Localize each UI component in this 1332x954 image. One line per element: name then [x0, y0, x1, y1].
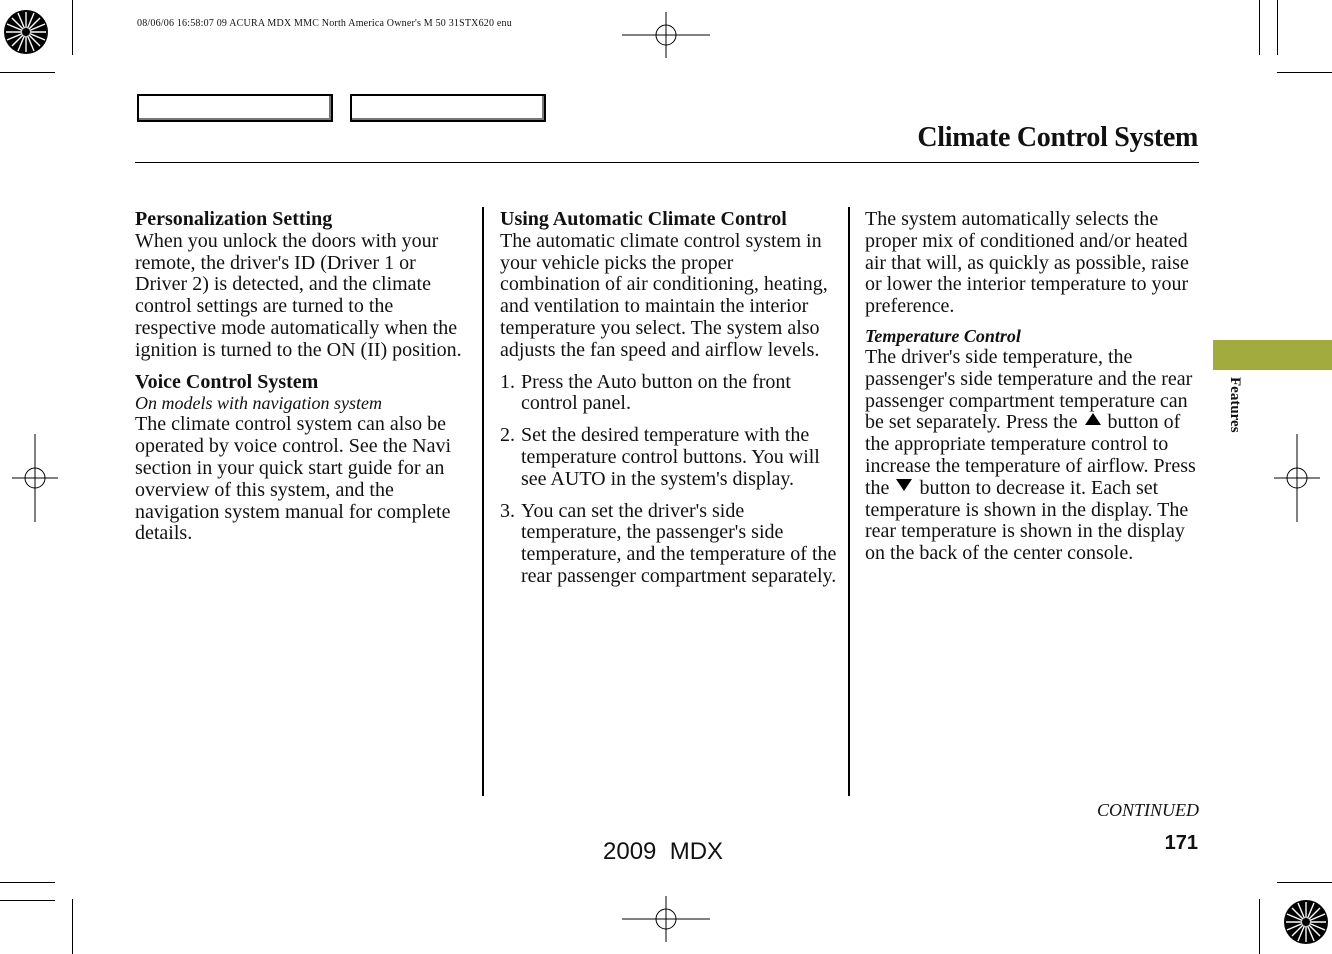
temperature-text-b: button of the appropriate temperature control to increase the temperature of airflow. Press the	[865, 411, 1196, 499]
crosshair-icon	[622, 896, 710, 942]
step-item	[500, 501, 838, 588]
registration-sunburst-icon	[1282, 898, 1330, 946]
voice-control-text: The climate control system can also be operated by voice control. See the Navi section in your quick start guide for an overview of this system, and the navigation system manual for complete details.	[135, 413, 451, 545]
registration-sunburst-icon	[2, 8, 50, 56]
step-number: 3.	[500, 499, 515, 522]
page-title: Climate Control System	[917, 122, 1198, 153]
voice-control-subheading: On models with navigation system	[135, 393, 382, 414]
crosshair-icon	[12, 434, 58, 522]
crosshair-icon	[1274, 434, 1320, 522]
nav-box-left	[137, 94, 333, 122]
personalization-text: When you unlock the doors with your remote, the driver's ID (Driver 1 or Driver 2) is detected, and the climate control settings are turned to the respective mode automatically when the ignition is turned to the ON (II) position.	[135, 229, 462, 361]
column-2	[500, 209, 838, 588]
crosshair-icon	[622, 12, 710, 58]
title-divider	[135, 162, 1199, 163]
page-number: 171	[1164, 832, 1198, 854]
step-text: Press the Auto button on the front control panel.	[521, 370, 791, 415]
column-1	[135, 209, 471, 545]
step-item	[500, 372, 838, 416]
column-3	[865, 209, 1203, 565]
footer-model: 2009 MDX	[603, 838, 724, 865]
auto-climate-text: The automatic climate control system in your vehicle picks the proper combination of air conditioning, heating, and ventilation to maintain the interior temperature you select. The system also adjusts the fan speed and airflow levels.	[500, 229, 828, 361]
nav-box-right	[350, 94, 546, 122]
print-header: 08/06/06 16:58:07 09 ACURA MDX MMC North America Owner's M 50 31STX620 enu	[137, 18, 512, 29]
section-tab-marker	[1213, 340, 1332, 370]
voice-control-heading: Voice Control System	[135, 370, 319, 393]
temperature-control-text	[865, 347, 1203, 565]
step-text: You can set the driver's side temperature, the passenger's side temperature, and the temperature of the rear passenger compartment separately.	[521, 499, 837, 587]
column-divider	[482, 207, 484, 796]
step-item	[500, 425, 838, 490]
temperature-text-c: button to decrease it. Each set temperature is shown in the display. The rear temperature is shown in the display on the back of the center console.	[865, 476, 1189, 565]
up-arrow-icon	[1085, 413, 1101, 425]
down-arrow-icon	[896, 479, 912, 491]
step-number: 2.	[500, 424, 515, 447]
section-tab-label: Features	[1227, 377, 1243, 433]
temperature-text-a: The driver's side temperature, the passenger's side temperature and the rear passenger compartment temperature can be set separately. Press the	[865, 345, 1193, 434]
personalization-heading: Personalization Setting	[135, 208, 333, 230]
auto-climate-heading: Using Automatic Climate Control	[500, 208, 787, 230]
auto-mix-text: The system automatically selects the proper mix of conditioned and/or heated air that will, as quickly as possible, raise or lower the interior temperature to your preference.	[865, 208, 1189, 318]
continued-label: CONTINUED	[1096, 800, 1199, 820]
step-text: Set the desired temperature with the temperature control buttons. You will see AUTO in the system's display.	[521, 424, 820, 490]
column-divider	[848, 207, 850, 796]
step-number: 1.	[500, 370, 515, 393]
temperature-control-heading: Temperature Control	[865, 325, 1021, 346]
